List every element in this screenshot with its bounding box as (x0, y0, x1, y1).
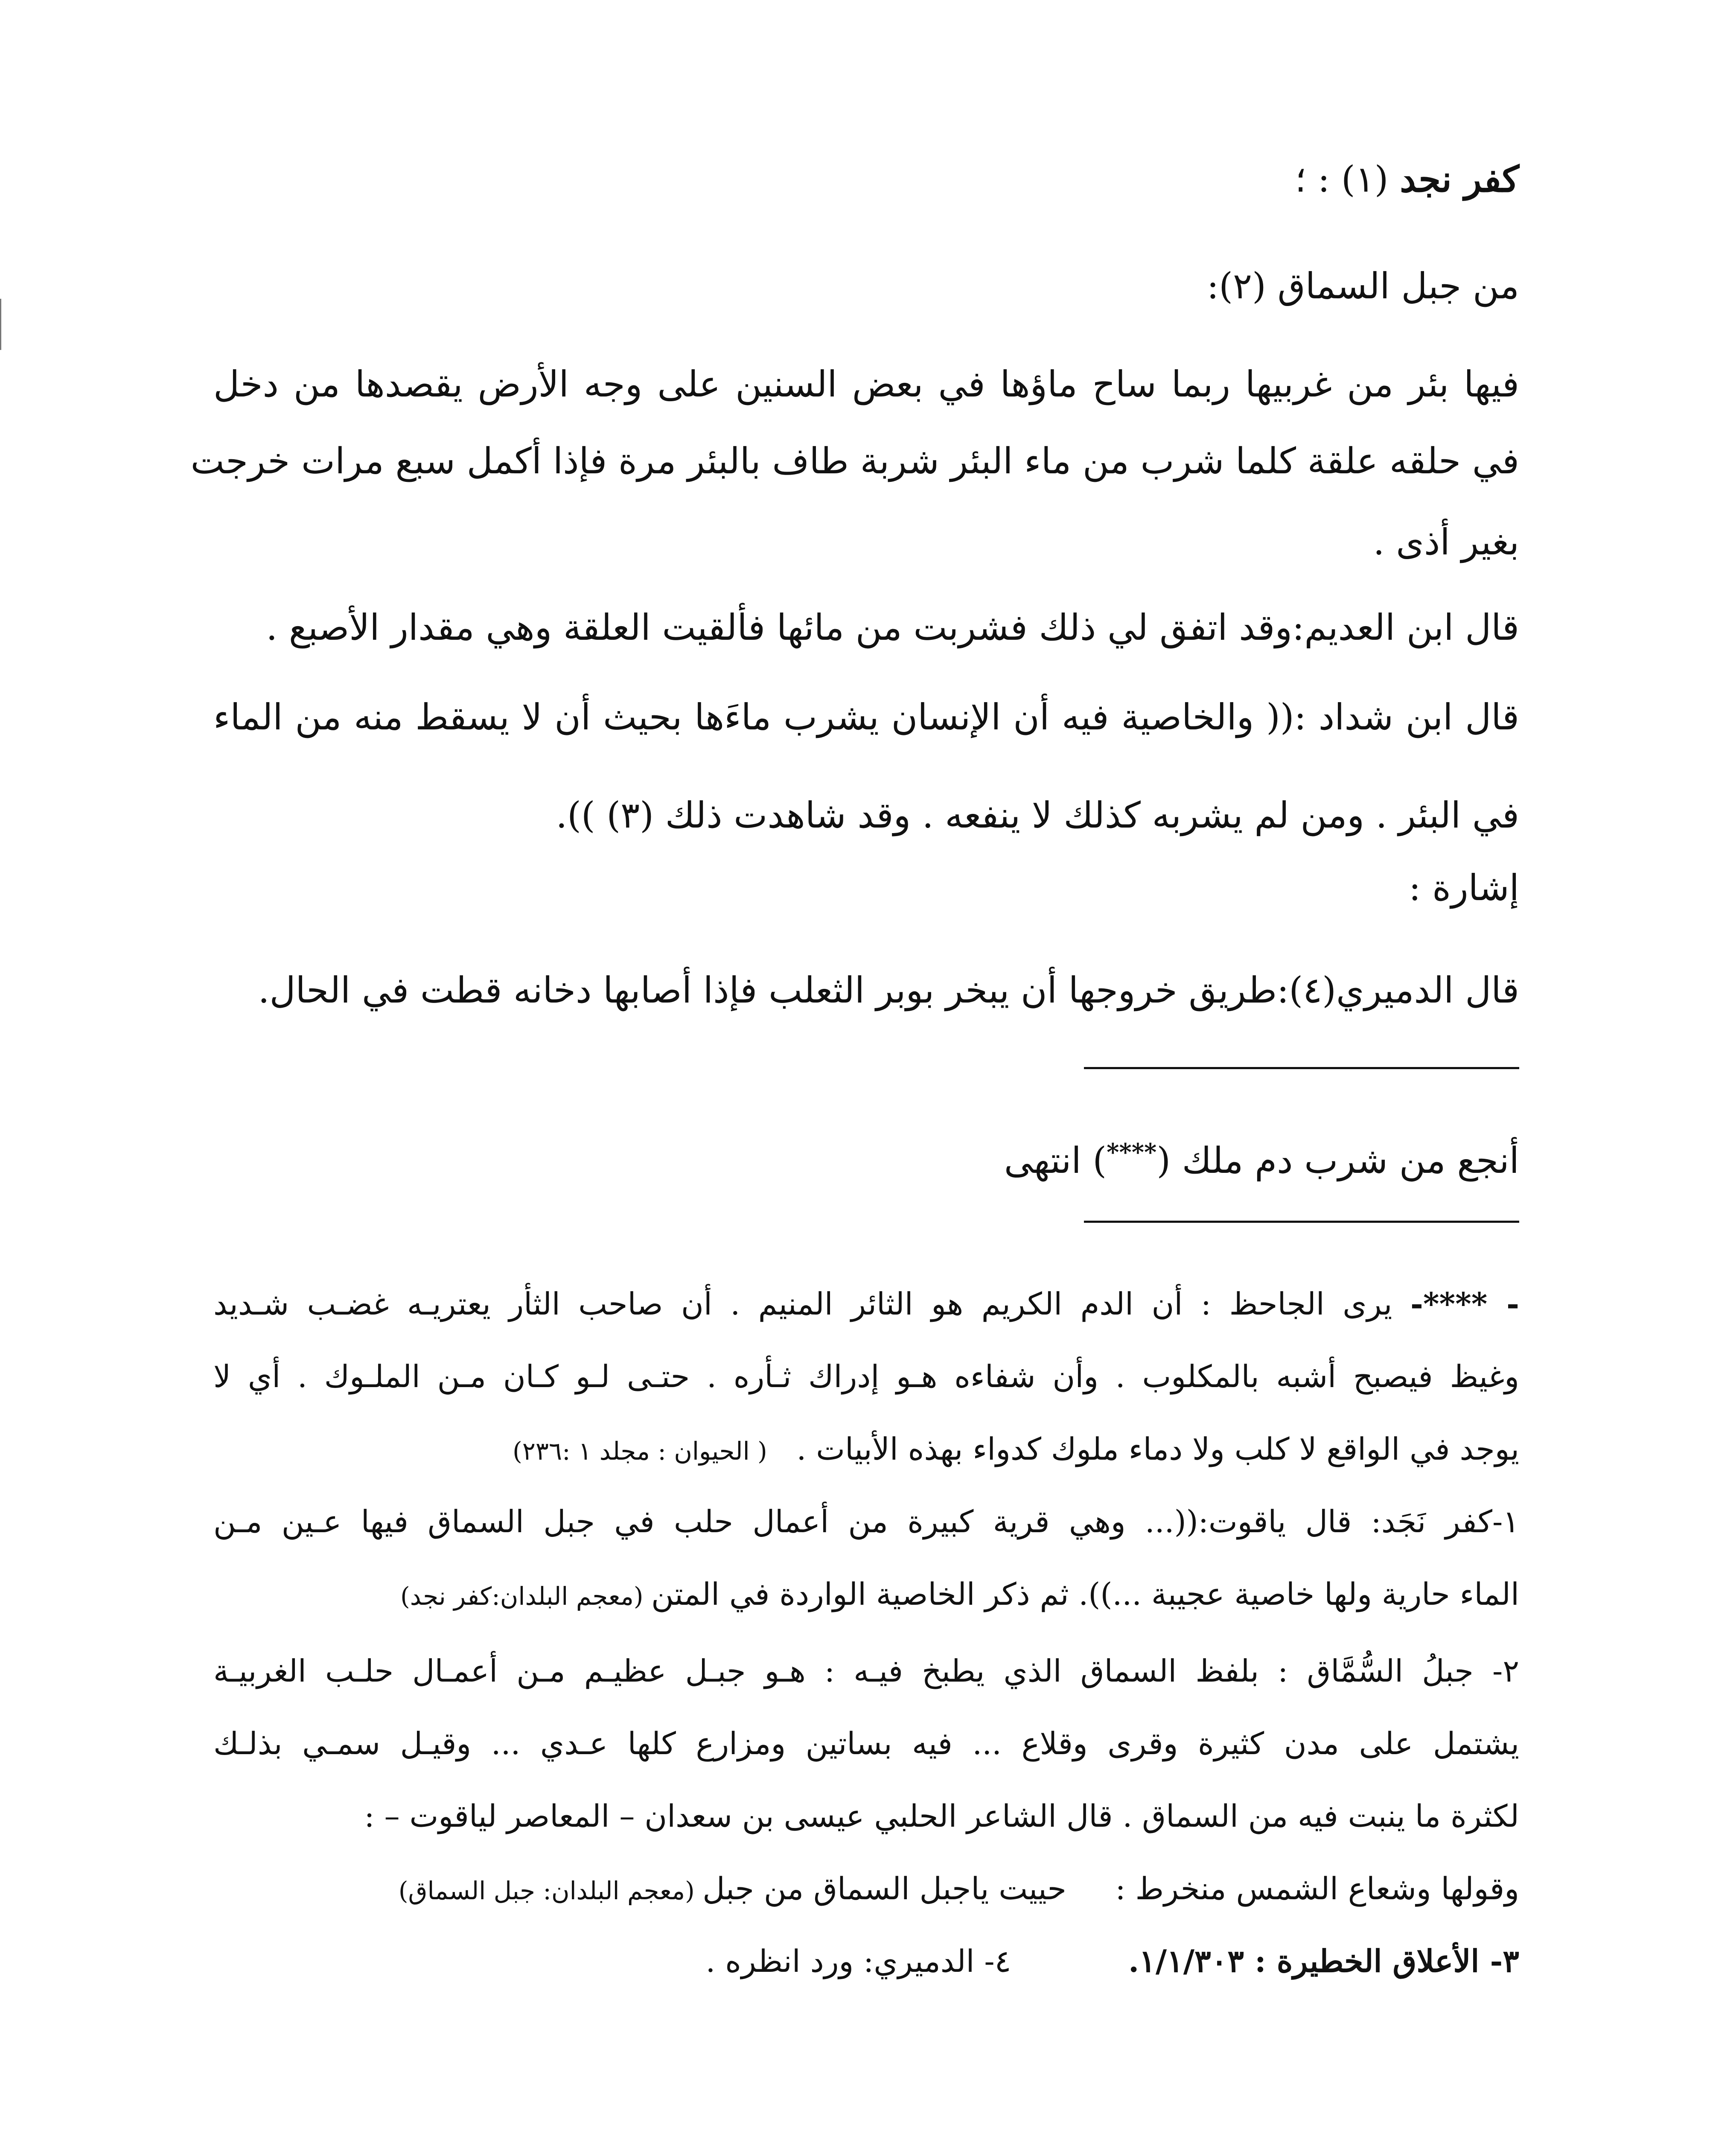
entry-title: كفر نجد (1400, 158, 1519, 200)
footnote-separator-rule (1084, 1221, 1519, 1223)
footnote-line: لكثرة ما ينبت فيه من السماق . قال الشاعر الحلبي عيسى بن سعدان – المعاصر لياقوت – : (364, 1798, 1519, 1834)
body-line: بغير أذى . (1373, 521, 1519, 563)
body-line: فيها بئر من غربيها ربما ساح ماؤها في بعض السنين على وجه الأرض يقصدها من دخل (213, 363, 1519, 405)
entry-heading (213, 154, 1519, 205)
quote-close: ) انتهى (1004, 1140, 1107, 1181)
footnote-reference: ( الحيوان : مجلد ١ :٢٣٦) (513, 1437, 767, 1466)
body-line: قال ابن العديم:وقد اتفق لي ذلك فشربت من مائها فألقيت العلقة وهي مقدار الأصبع . (266, 606, 1519, 648)
body-line: قال ابن شداد :(( والخاصية فيه أن الإنسان يشرب ماءَها بحيث أن لا يسقط منه من الماء (213, 696, 1519, 738)
footnote-4: ٤- الدميري: ورد انظره . (705, 1943, 1011, 1979)
footnote-line: وغيظ فيصبح أشبه بالمكلوب . وأن شفاءه هـو إدراك ثـأره . حتـى لـو كـان مـن الملـوك . أي لا (213, 1359, 1519, 1394)
footnote-line: يشتمل على مدن كثيرة وقرى وقلاع ... فيه بساتين ومزارع كلها عـدي ... وقيـل سمـي بذلـك (213, 1726, 1519, 1761)
scan-margin-mark (0, 299, 1, 350)
footnote-3: ٣- الأعلاق الخطيرة : ١/١/٣٠٣. (1128, 1943, 1519, 1979)
separator-rule (1084, 1067, 1519, 1069)
body-line: قال الدميري(٤):طريق خروجها أن يبخر بوبر الثعلب فإذا أصابها دخانه قطت في الحال. (258, 969, 1519, 1011)
inset-quote (213, 1127, 1519, 1186)
footnote-line (213, 1280, 1519, 1327)
footnote-line (213, 1938, 1519, 1985)
footnote-marker: - ****- (1410, 1286, 1519, 1322)
quote-marker: **** (1107, 1138, 1157, 1166)
footnote-line: ١-كفر نَجَد: قال ياقوت:((... وهي قرية كبيرة من أعمال حلب في جبل السماق فيها عـين مـن (213, 1504, 1519, 1539)
verse-line (213, 1865, 1519, 1914)
footnote-text: يوجد في الواقع لا كلب ولا دماء ملوك كدواء بهذه الأبيات . (796, 1431, 1519, 1467)
footnote-line (213, 1571, 1519, 1620)
footnote-line (213, 1426, 1519, 1475)
footnote-line: ٢- جبلُ السُّمَّاق : بلفظ السماق الذي يطبخ فيـه : هـو جبـل عظيـم مـن أعمـال حلـب الغربيـة (213, 1653, 1519, 1689)
entry-title-note: (١) : ؛ (1295, 158, 1400, 200)
footnote-reference: (معجم البلدان: جبل السماق) (398, 1876, 703, 1905)
quote-text: أنجع من شرب دم ملك ( (1156, 1140, 1519, 1181)
body-line: في البئر . ومن لم يشربه كذلك لا ينفعه . وقد شاهدت ذلك (٣) )). (556, 794, 1519, 836)
footnote-text: الماء حارية ولها خاصية عجيبة ...)). ثم ذكر الخاصية الواردة في المتن (651, 1576, 1519, 1612)
body-line: في حلقه علقة كلما شرب من ماء البئر شربة طاف بالبئر مرة فإذا أكمل سبع مرات خرجت (190, 440, 1519, 482)
verse-right: حييت ياجبل السماق من جبل (702, 1871, 1066, 1907)
footnote-text: يرى الجاحظ : أن الدم الكريم هو الثائر المنيم . أن صاحب الثأر يعتريـه غضـب شـديد (213, 1286, 1410, 1322)
body-line: إشارة : (1409, 867, 1519, 909)
document-page (190, 154, 1519, 2134)
footnote-reference: (معجم البلدان:كفر نجد) (400, 1582, 651, 1611)
verse-left: وقولها وشعاع الشمس منخرط : (1115, 1871, 1519, 1907)
body-line: من جبل السماق (٢): (1206, 265, 1519, 307)
